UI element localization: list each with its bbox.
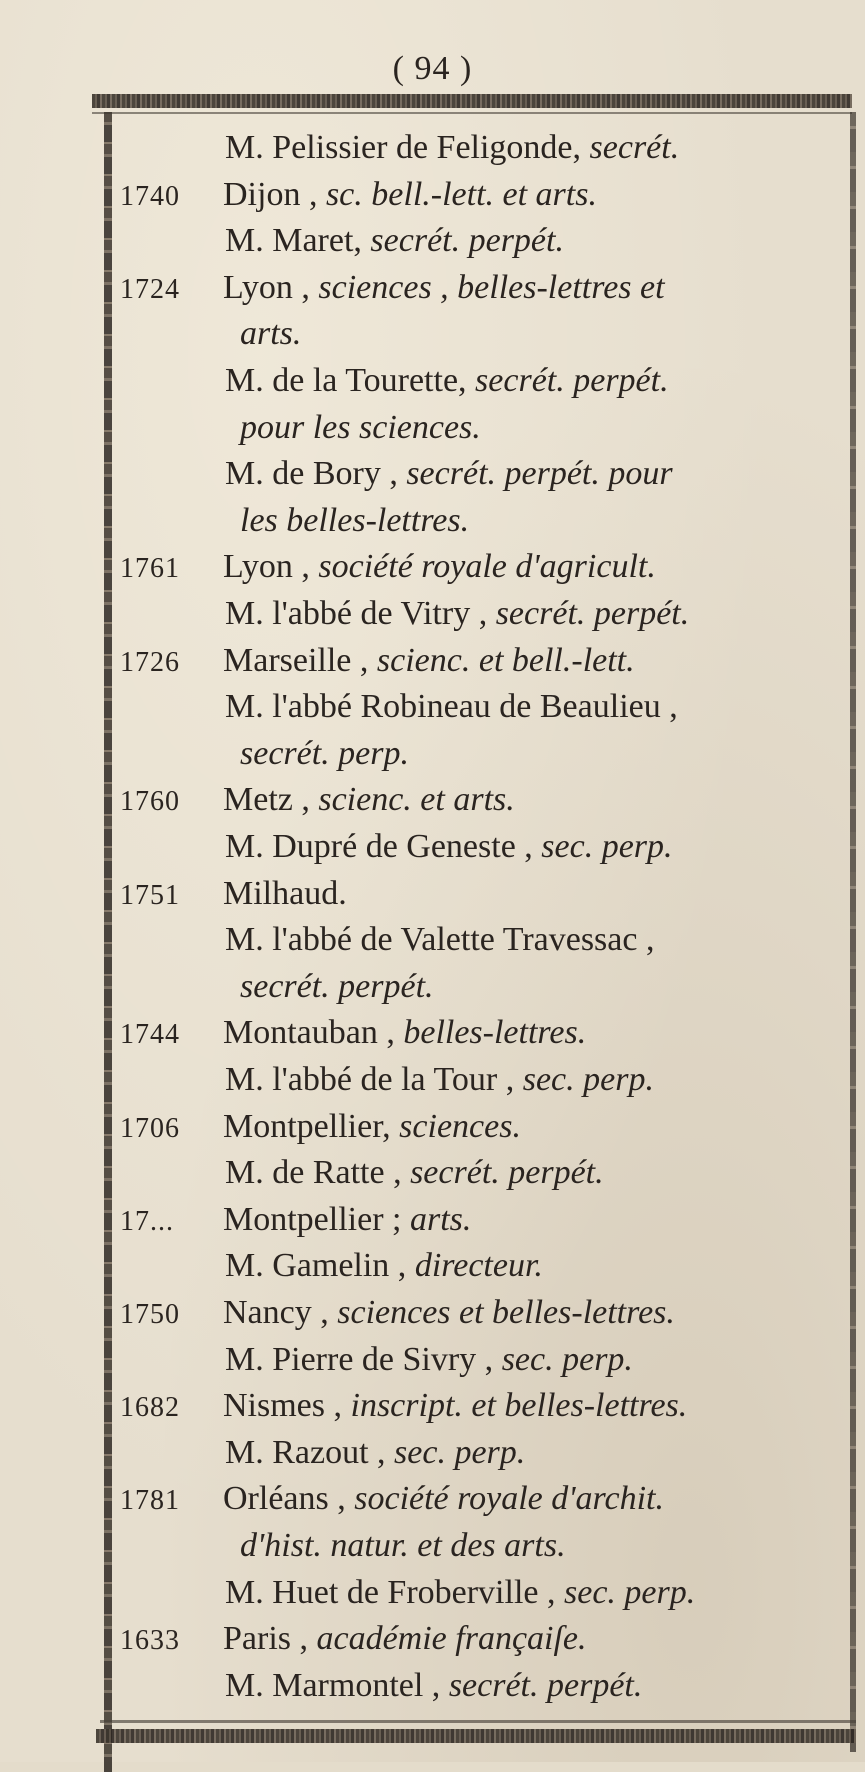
entry-text bbox=[223, 641, 635, 681]
entry-italic-text: sc. bell.-lett. et arts. bbox=[325, 175, 597, 213]
continuation-line bbox=[0, 501, 865, 541]
entry-italic-text: scienc. et arts. bbox=[318, 781, 515, 819]
entry-roman-text: Lyon , bbox=[223, 268, 319, 306]
entry-roman-text: M. Pierre de Sivry , bbox=[225, 1340, 502, 1378]
entry-roman-text: M. l'abbé de la Tour , bbox=[225, 1061, 523, 1098]
entry-roman-text: M. l'abbé de Valette Travessac , bbox=[225, 921, 655, 959]
entry-roman-text: M. Marmontel , bbox=[225, 1666, 449, 1704]
secretary-entry bbox=[0, 687, 865, 727]
secretary-entry bbox=[0, 1060, 865, 1100]
entry-italic-text: arts. bbox=[409, 1200, 472, 1238]
entry-text bbox=[223, 1386, 687, 1426]
entry-roman-text: Nancy , bbox=[223, 1294, 338, 1331]
founding-year: 1724 bbox=[120, 273, 180, 305]
entry-italic-text: académie françaiſe. bbox=[316, 1620, 587, 1658]
entry-roman-text: M. Gamelin , bbox=[225, 1247, 415, 1285]
secretary-entry bbox=[0, 1246, 865, 1286]
secretary-entry bbox=[0, 1666, 865, 1706]
founding-year: 1633 bbox=[120, 1625, 180, 1657]
entry-roman-text: Dijon , bbox=[223, 175, 326, 213]
entry-italic-text: sec. perp. bbox=[564, 1573, 696, 1611]
academy-entry bbox=[0, 268, 865, 308]
entry-text bbox=[223, 547, 656, 587]
entry-italic-text: secrét. perpét. bbox=[448, 1666, 643, 1704]
secretary-entry bbox=[0, 827, 865, 867]
entry-text bbox=[223, 1200, 471, 1240]
entry-roman-text: M. de Ratte , bbox=[225, 1154, 411, 1192]
secretary-entry bbox=[0, 594, 865, 634]
academy-entry bbox=[0, 1013, 865, 1053]
entry-text bbox=[225, 827, 673, 867]
entry-italic-text: pour les sciences. bbox=[240, 408, 481, 446]
entry-italic-text: sec. perp. bbox=[541, 828, 673, 865]
entry-roman-text: M. Razout , bbox=[225, 1433, 395, 1471]
secretary-entry bbox=[0, 1153, 865, 1193]
entry-text bbox=[225, 1060, 654, 1100]
founding-year: 1682 bbox=[120, 1392, 180, 1424]
academy-entry bbox=[0, 641, 865, 681]
entry-text bbox=[223, 1107, 521, 1147]
page-number: ( 94 ) bbox=[392, 50, 473, 87]
entry-text bbox=[223, 1013, 586, 1053]
entry-text bbox=[240, 501, 469, 541]
entry-italic-text: scienc. et bell.-lett. bbox=[376, 641, 635, 679]
entry-italic-text: d'hist. natur. et des arts. bbox=[240, 1527, 566, 1564]
secretary-entry bbox=[0, 1573, 865, 1613]
entry-text bbox=[223, 175, 597, 215]
entry-roman-text: M. de la Tourette, bbox=[225, 362, 476, 399]
entry-italic-text: secrét. perpét. bbox=[240, 967, 434, 1005]
continuation-line bbox=[0, 1526, 865, 1566]
secretary-entry bbox=[0, 1433, 865, 1473]
entry-roman-text: Milhaud. bbox=[223, 874, 347, 912]
entry-italic-text: directeur. bbox=[414, 1247, 543, 1285]
entry-italic-text: les belles-lettres. bbox=[240, 501, 470, 539]
entry-italic-text: belles-lettres. bbox=[403, 1014, 587, 1052]
continuation-line bbox=[0, 408, 865, 448]
entry-roman-text: Nismes , bbox=[223, 1387, 351, 1425]
entry-roman-text: M. Maret, bbox=[225, 222, 371, 260]
entry-roman-text: M. Pelissier de Feligonde, bbox=[225, 129, 590, 166]
entry-roman-text: M. de Bory , bbox=[225, 455, 407, 493]
entry-roman-text: M. Dupré de Geneste , bbox=[225, 828, 542, 865]
entry-roman-text: Orléans , bbox=[223, 1480, 355, 1518]
entry-italic-text: sciences et belles-lettres. bbox=[337, 1294, 675, 1331]
secretary-entry bbox=[0, 361, 865, 401]
secretary-entry bbox=[0, 221, 865, 261]
founding-year: 1706 bbox=[120, 1112, 180, 1144]
entry-text bbox=[240, 967, 434, 1007]
entry-text bbox=[223, 874, 347, 914]
founding-year: 1740 bbox=[120, 180, 180, 212]
founding-year: 1726 bbox=[120, 646, 180, 678]
entry-text bbox=[225, 1433, 525, 1473]
entry-text bbox=[223, 1479, 664, 1519]
entry-italic-text: secrét. perpét. bbox=[410, 1154, 604, 1192]
entry-text bbox=[225, 1340, 633, 1380]
entry-text bbox=[223, 268, 665, 308]
entry-italic-text: sciences , belles-lettres et bbox=[318, 268, 665, 306]
academy-entry bbox=[0, 1619, 865, 1659]
secretary-entry bbox=[0, 920, 865, 960]
entry-italic-text: société royale d'archit. bbox=[354, 1480, 664, 1518]
entry-roman-text: Montpellier, bbox=[223, 1107, 400, 1145]
entry-text bbox=[225, 454, 673, 494]
academy-entry bbox=[0, 1293, 865, 1333]
entry-roman-text: M. l'abbé Robineau de Beaulieu , bbox=[225, 688, 678, 726]
entry-text bbox=[225, 221, 564, 261]
entry-text bbox=[240, 314, 301, 354]
secretary-entry bbox=[0, 128, 865, 168]
entry-italic-text: sec. perp. bbox=[522, 1061, 654, 1098]
entry-text bbox=[225, 128, 679, 168]
entry-italic-text: secrét. perpét. pour bbox=[406, 455, 673, 493]
continuation-line bbox=[0, 734, 865, 774]
secretary-entry bbox=[0, 454, 865, 494]
entry-text bbox=[225, 1246, 543, 1286]
entry-roman-text: Montpellier ; bbox=[223, 1200, 410, 1238]
academy-entry bbox=[0, 874, 865, 914]
entry-text bbox=[225, 687, 678, 727]
entry-text bbox=[225, 1666, 642, 1706]
founding-year: 1751 bbox=[120, 879, 180, 911]
academy-entry bbox=[0, 175, 865, 215]
academy-entry bbox=[0, 780, 865, 820]
entry-roman-text: Paris , bbox=[223, 1620, 317, 1658]
entry-text bbox=[225, 920, 654, 960]
academy-entry bbox=[0, 1107, 865, 1147]
academy-entry bbox=[0, 547, 865, 587]
secretary-entry bbox=[0, 1340, 865, 1380]
entry-roman-text: Lyon , bbox=[223, 548, 319, 586]
entry-italic-text: arts. bbox=[240, 315, 302, 353]
entry-italic-text: secrét. perpét. bbox=[495, 595, 690, 632]
entry-roman-text: M. l'abbé de Vitry , bbox=[225, 595, 496, 632]
academy-entry bbox=[0, 1386, 865, 1426]
founding-year: 1781 bbox=[120, 1485, 180, 1517]
founding-year: 1744 bbox=[120, 1019, 180, 1051]
continuation-line bbox=[0, 314, 865, 354]
entry-text bbox=[223, 1619, 587, 1659]
entry-text bbox=[240, 408, 481, 448]
entry-roman-text: Montauban , bbox=[223, 1014, 404, 1052]
entry-text bbox=[225, 1573, 695, 1613]
entry-italic-text: secrét. perpét. bbox=[475, 362, 669, 399]
entry-italic-text: sec. perp. bbox=[501, 1340, 633, 1378]
entry-text bbox=[223, 780, 515, 820]
academy-entry bbox=[0, 1200, 865, 1240]
entry-italic-text: société royale d'agricult. bbox=[318, 548, 656, 586]
entry-text bbox=[240, 1526, 566, 1566]
entry-text bbox=[225, 594, 689, 634]
founding-year: 1760 bbox=[120, 786, 180, 818]
entry-italic-text: secrét. bbox=[589, 129, 680, 166]
entry-text bbox=[223, 1293, 675, 1333]
entry-roman-text: Marseille , bbox=[223, 641, 377, 679]
founding-year: 1761 bbox=[120, 553, 180, 585]
entry-text bbox=[225, 361, 669, 401]
continuation-line bbox=[0, 967, 865, 1007]
founding-year: 1750 bbox=[120, 1299, 180, 1330]
entry-italic-text: inscript. et belles-lettres. bbox=[350, 1387, 688, 1425]
entry-italic-text: sec. perp. bbox=[394, 1433, 526, 1471]
academy-entry bbox=[0, 1479, 865, 1519]
entry-text bbox=[225, 1153, 604, 1193]
entry-text bbox=[240, 734, 409, 774]
entry-roman-text: Metz , bbox=[223, 781, 319, 819]
entry-italic-text: secrét. perpét. bbox=[370, 222, 564, 260]
founding-year: 17... bbox=[120, 1205, 174, 1237]
entry-italic-text: sciences. bbox=[399, 1107, 521, 1145]
entry-roman-text: M. Huet de Froberville , bbox=[225, 1573, 564, 1611]
entry-italic-text: secrét. perp. bbox=[240, 734, 410, 772]
